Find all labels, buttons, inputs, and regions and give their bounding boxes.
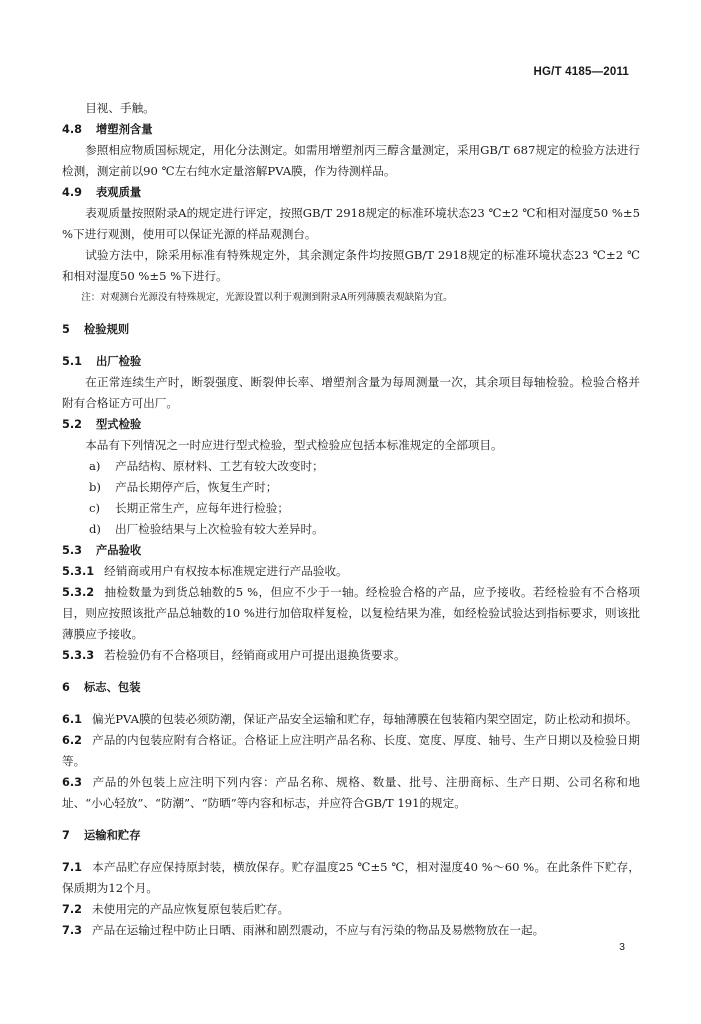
clause-7-3 <box>62 920 640 941</box>
clause-5-2-text: 本品有下列情况之一时应进行型式检验，型式检验应包括本标准规定的全部项目。 <box>85 438 503 452</box>
clause-5-3-number: 5.3 <box>62 544 83 557</box>
clause-6-1-text: 偏光PVA膜的包装必须防潮，保证产品安全运输和贮存，每轴薄膜在包装箱内架空固定，防止松动和损坏。 <box>92 712 638 726</box>
clause-5-3-title: 产品验收 <box>96 544 142 557</box>
chapter-5-title: 检验规则 <box>84 323 130 336</box>
chapter-7-title: 运输和贮存 <box>84 829 141 842</box>
document-body <box>62 98 640 941</box>
clause-6-3 <box>62 772 640 814</box>
clause-7-3-number: 7.3 <box>62 924 83 937</box>
list-item-text: 产品长期停产后，恢复生产时； <box>115 480 278 494</box>
clause-5-3-3 <box>62 645 640 666</box>
clause-5-3-1-text: 经销商或用户有权按本标准规定进行产品验收。 <box>104 564 348 578</box>
chapter-6-heading <box>62 677 640 698</box>
list-item-marker: c) <box>89 501 101 515</box>
clause-4-9-heading <box>62 182 640 203</box>
continuation-text: 目视、手触。 <box>85 101 155 115</box>
clause-5-2-number: 5.2 <box>62 418 83 431</box>
chapter-6-number: 6 <box>62 681 70 694</box>
clause-5-3-1-number: 5.3.1 <box>62 565 95 578</box>
clause-5-2-title: 型式检验 <box>96 418 142 431</box>
clause-5-3-3-number: 5.3.3 <box>62 649 95 662</box>
clause-7-1-text: 本产品贮存应保持原封装，横放保存。贮存温度25 ℃±5 ℃，相对湿度40 %～60 %。在此条件下贮存，保质期为12个月。 <box>62 860 640 895</box>
list-item <box>62 456 640 477</box>
clause-6-2 <box>62 730 640 772</box>
clause-6-1-number: 6.1 <box>62 713 83 726</box>
chapter-5-heading <box>62 319 640 340</box>
standard-code-header: HG/T 4185—2011 <box>533 66 629 78</box>
clause-7-1-number: 7.1 <box>62 861 83 874</box>
clause-6-3-text: 产品的外包装上应注明下列内容：产品名称、规格、数量、批号、注册商标、生产日期、公司名称和地址、“小心轻放”、“防潮”、“防晒”等内容和标志，并应符合GB/T 191的规定。 <box>62 775 640 810</box>
clause-5-2-heading <box>62 414 640 435</box>
page-number: 3 <box>619 941 625 953</box>
clause-6-3-number: 6.3 <box>62 776 83 789</box>
chapter-5-number: 5 <box>62 323 70 336</box>
clause-7-2 <box>62 899 640 920</box>
clause-5-3-2-number: 5.3.2 <box>62 586 95 599</box>
clause-5-1-title: 出厂检验 <box>96 355 142 368</box>
clause-4-8-text: 参照相应物质国标规定，用化分法测定。如需用增塑剂丙三醇含量测定，采用GB/T 687规定的检验方法进行检测，测定前以90 ℃左右纯水定量溶解PVA膜，作为待测样品。 <box>62 143 640 178</box>
clause-5-1-text: 在正常连续生产时，断裂强度、断裂伸长率、增塑剂含量为每周测量一次，其余项目每轴检验。检验合格并附有合格证方可出厂。 <box>62 375 640 410</box>
clause-5-3-heading <box>62 540 640 561</box>
clause-6-2-number: 6.2 <box>62 734 83 747</box>
clause-5-3-2 <box>62 582 640 645</box>
clause-5-1-heading <box>62 351 640 372</box>
clause-7-2-text: 未使用完的产品应恢复原包装后贮存。 <box>92 902 290 916</box>
list-item-marker: a) <box>89 459 101 473</box>
chapter-6-title: 标志、包装 <box>84 681 141 694</box>
clause-4-8-heading <box>62 119 640 140</box>
clause-7-1 <box>62 857 640 899</box>
list-item-text: 长期正常生产，应每年进行检验； <box>115 501 289 515</box>
clause-4-8-title: 增塑剂含量 <box>96 123 153 136</box>
clause-4-9-note: 注：对观测台光源没有特殊规定，光源设置以利于观测到附录A所列薄膜表观缺陷为宜。 <box>81 292 453 303</box>
clause-4-9-title: 表观质量 <box>96 186 142 199</box>
list-item <box>62 498 640 519</box>
list-item <box>62 477 640 498</box>
clause-5-3-2-text: 抽检数量为到货总轴数的5 %，但应不少于一轴。经检验合格的产品，应予接收。若经检验有不合格项目，则应按照该批产品总轴数的10 %进行加倍取样复检，以复检结果为准，如经检验试验达到指标要求，则该批薄膜应予接收。 <box>62 585 640 641</box>
clause-4-8-number: 4.8 <box>62 123 83 136</box>
clause-5-3-3-text: 若检验仍有不合格项目，经销商或用户可提出退换货要求。 <box>104 648 406 662</box>
clause-4-9-number: 4.9 <box>62 186 83 199</box>
list-item-text: 产品结构、原材料、工艺有较大改变时； <box>115 459 324 473</box>
list-item-marker: d) <box>89 522 101 536</box>
clause-4-9-text-2: 试验方法中，除采用标准有特殊规定外，其余测定条件均按照GB/T 2918规定的标准环境状态23 ℃±2 ℃和相对湿度50 %±5 %下进行。 <box>62 248 640 283</box>
list-item <box>62 519 640 540</box>
clause-7-3-text: 产品在运输过程中防止日晒、雨淋和剧烈震动，不应与有污染的物品及易燃物放在一起。 <box>92 923 545 937</box>
chapter-7-heading <box>62 825 640 846</box>
clause-7-2-number: 7.2 <box>62 903 83 916</box>
clause-6-2-text: 产品的内包装应附有合格证。合格证上应注明产品名称、长度、宽度、厚度、轴号、生产日期以及检验日期等。 <box>62 733 640 768</box>
list-item-text: 出厂检验结果与上次检验有较大差异时。 <box>115 522 324 536</box>
list-item-marker: b) <box>89 480 101 494</box>
clause-5-1-number: 5.1 <box>62 355 83 368</box>
clause-4-9-text-1: 表观质量按照附录A的规定进行评定，按照GB/T 2918规定的标准环境状态23 ℃±2 ℃和相对湿度50 %±5 %下进行观测，使用可以保证光源的样品观测台。 <box>62 206 640 241</box>
clause-6-1 <box>62 709 640 730</box>
chapter-7-number: 7 <box>62 829 70 842</box>
clause-5-3-1 <box>62 561 640 582</box>
